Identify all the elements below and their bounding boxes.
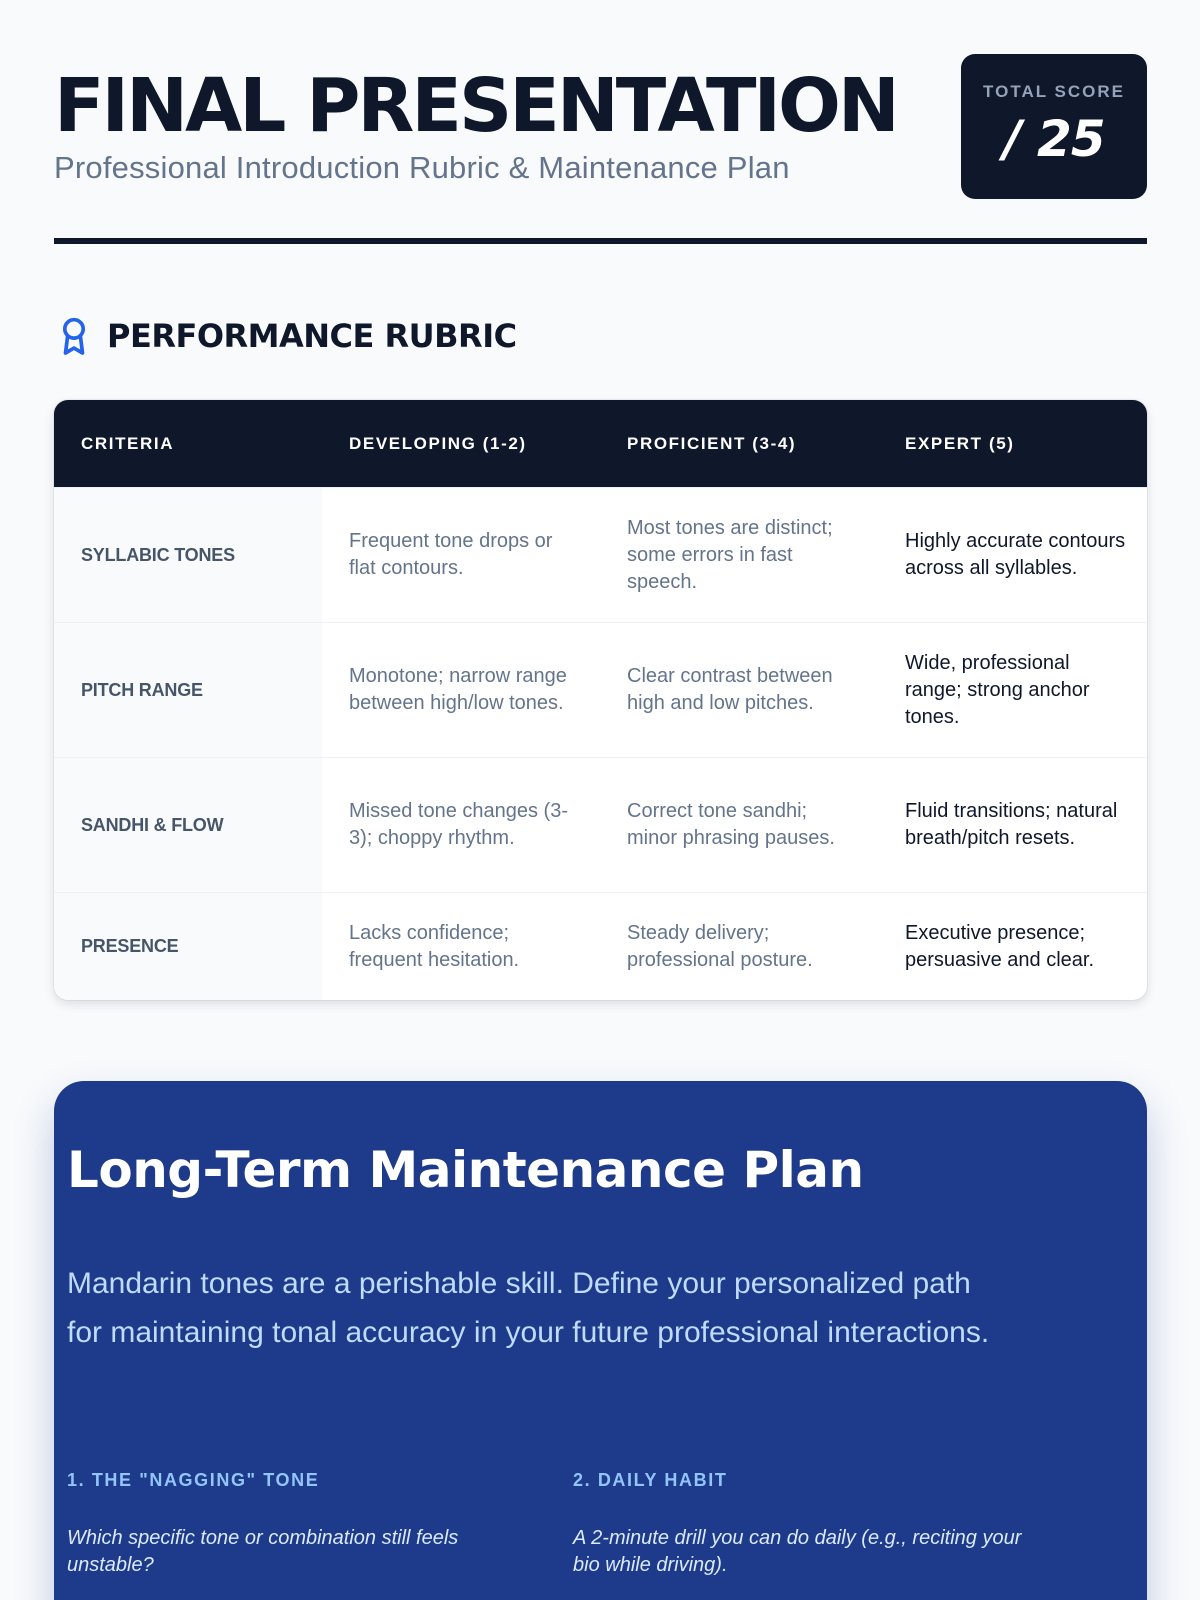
table-row [54,892,1147,1000]
plan-item-prompt[interactable]: A 2-minute drill you can do daily (e.g., reciting your bio while driving). [573,1527,1022,1576]
criteria-cell: PRESENCE [54,893,322,1000]
column-header-expert: EXPERT (5) [905,433,1015,453]
plan-item-label: 2. DAILY HABIT [573,1470,728,1490]
proficient-cell: Clear contrast between high and low pitches. [627,665,833,714]
page [54,0,1147,355]
criteria-cell: PITCH RANGE [54,623,322,757]
developing-cell: Missed tone changes (3-3); choppy rhythm. [349,800,569,849]
proficient-cell: Correct tone sandhi; minor phrasing pauses. [627,800,835,849]
expert-cell: Fluid transitions; natural breath/pitch resets. [905,800,1118,849]
criteria-cell: SYLLABIC TONES [54,488,322,622]
page-title: FINAL PRESENTATION [54,63,897,149]
total-score-card [961,54,1147,199]
plan-item-prompt[interactable]: Which specific tone or combination still feels unstable? [67,1527,459,1576]
column-header-proficient: PROFICIENT (3-4) [627,433,797,453]
criteria-cell: SANDHI & FLOW [54,758,322,892]
section-title: PERFORMANCE RUBRIC [107,317,517,355]
award-ribbon-icon [57,316,91,356]
rubric-section-header [54,312,517,360]
plan-item-label: 1. THE "NAGGING" TONE [67,1470,320,1490]
score-value: / 25 [1003,110,1105,168]
header [54,0,1147,246]
table-row [54,622,1147,757]
developing-cell: Frequent tone drops or flat contours. [349,530,553,579]
plan-item-daily-habit [573,1470,1033,1579]
score-label: TOTAL SCORE [983,82,1125,101]
plan-description: Mandarin tones are a perishable skill. Define your personalized path for maintaining tonal accuracy in your future professional interactions. [67,1267,990,1349]
column-header-developing: DEVELOPING (1-2) [349,433,527,453]
plan-item-nagging-tone [67,1470,527,1579]
column-header-criteria: CRITERIA [81,433,175,453]
header-divider [54,238,1147,244]
table-row [54,487,1147,622]
expert-cell: Highly accurate contours across all syllables. [905,530,1126,579]
plan-title: Long-Term Maintenance Plan [67,1141,864,1199]
proficient-cell: Steady delivery; professional posture. [627,921,813,971]
developing-cell: Monotone; narrow range between high/low tones. [349,665,567,714]
table-row [54,757,1147,892]
expert-cell: Executive presence; persuasive and clear. [905,921,1095,971]
expert-cell: Wide, professional range; strong anchor tones. [905,651,1090,728]
developing-cell: Lacks confidence; frequent hesitation. [349,921,520,971]
proficient-cell: Most tones are distinct; some errors in fast speech. [627,516,833,593]
rubric-table [54,400,1147,1000]
rubric-table-header [54,400,1147,487]
page-subtitle: Professional Introduction Rubric & Maintenance Plan [54,150,790,185]
